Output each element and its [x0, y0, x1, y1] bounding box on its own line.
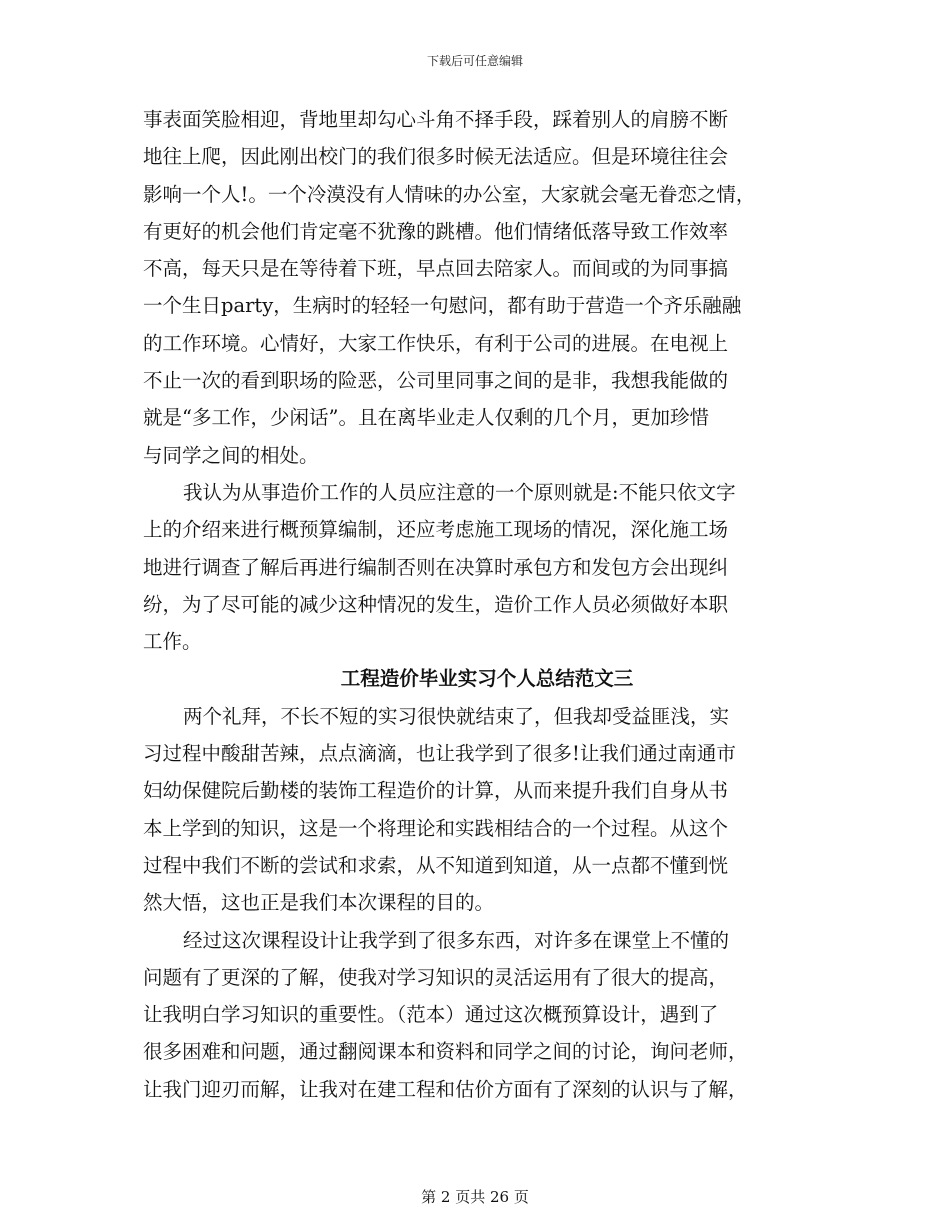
text-line: 事表面笑脸相迎，背地里却勾心斗角不择手段，踩着别人的肩膀不断: [143, 108, 729, 131]
text-line: 我认为从事造价工作的人员应注意的一个原则就是:不能只依文字: [183, 480, 736, 504]
text-line: 与同学之间的相处。: [143, 443, 319, 467]
text-line: 习过程中酸甜苦辣，点点滴滴，也让我学到了很多!让我们通过南通市: [143, 742, 736, 766]
text-line: 影响一个人!。一个冷漠没有人情味的办公室，大家就会毫无眷恋之情，: [143, 182, 756, 206]
text-line: 工作。: [143, 630, 202, 654]
text-line: 纷，为了尽可能的减少这种情况的发生，造价工作人员必须做好本职: [143, 592, 729, 616]
page-header: 下载后可任意编辑: [426, 54, 523, 68]
text-line: 问题有了更深的了解，使我对学习知识的灵活运用有了很大的提高，: [143, 965, 729, 989]
text-line: 就是“多工作，少闲话”。且在离毕业走人仅剩的几个月，更加珍惜: [143, 406, 709, 430]
text-line: 两个礼拜，不长不短的实习很快就结束了，但我却受益匪浅，实: [183, 704, 730, 728]
paragraph-1: [143, 101, 815, 474]
text-line: 让我明白学习知识的重要性。（范本）通过这次概预算设计，遇到了: [143, 1003, 719, 1027]
text-line: 不高，每天只是在等待着下班，早点回去陪家人。而间或的为同事搞: [143, 257, 729, 281]
text-line: 地进行调查了解后再进行编制否则在决算时承包方和发包方会出现纠: [143, 555, 729, 579]
section-title: 工程造价毕业实习个人总结范文三: [340, 667, 634, 691]
page-footer: 第 2 页共 26 页: [421, 1188, 529, 1206]
text-line: 上的介绍来进行概预算编制，还应考虑施工现场的情况，深化施工场: [143, 518, 729, 542]
text-line: 很多困难和问题，通过翻阅课本和资料和同学之间的讨论，询问老师，: [143, 1040, 748, 1064]
text-line: 不止一次的看到职场的险恶，公司里同事之间的是非，我想我能做的: [143, 369, 729, 393]
text-line: 经过这次课程设计让我学到了很多东西，对许多在课堂上不懂的: [183, 928, 730, 952]
text-line: 过程中我们不断的尝试和求索，从不知道到知道，从一点都不懂到恍: [143, 853, 729, 877]
text-line: 一个生日party，生病时的轻轻一句慰问，都有助于营造一个齐乐融融: [143, 294, 742, 318]
text-line: 妇幼保健院后勤楼的装饰工程造价的计算，从而来提升我们自身从书: [143, 779, 729, 803]
paragraph-4: [143, 922, 815, 1108]
text-line: 地往上爬，因此刚出校门的我们很多时候无法适应。但是环境往往会: [143, 145, 729, 169]
text-line: 有更好的机会他们肯定毫不犹豫的跳槽。他们情绪低落导致工作效率: [143, 219, 729, 243]
paragraph-2: [143, 474, 815, 660]
document-body: [143, 101, 815, 1108]
text-line: 然大悟，这也正是我们本次课程的目的。: [143, 891, 495, 915]
text-line: 本上学到的知识，这是一个将理论和实践相结合的一个过程。从这个: [143, 816, 729, 840]
text-line: 让我门迎刃而解，让我对在建工程和估价方面有了深刻的认识与了解，: [143, 1077, 748, 1101]
paragraph-3: [143, 698, 815, 922]
text-line: 的工作环境。心情好，大家工作快乐，有利于公司的进展。在电视上: [143, 331, 729, 355]
